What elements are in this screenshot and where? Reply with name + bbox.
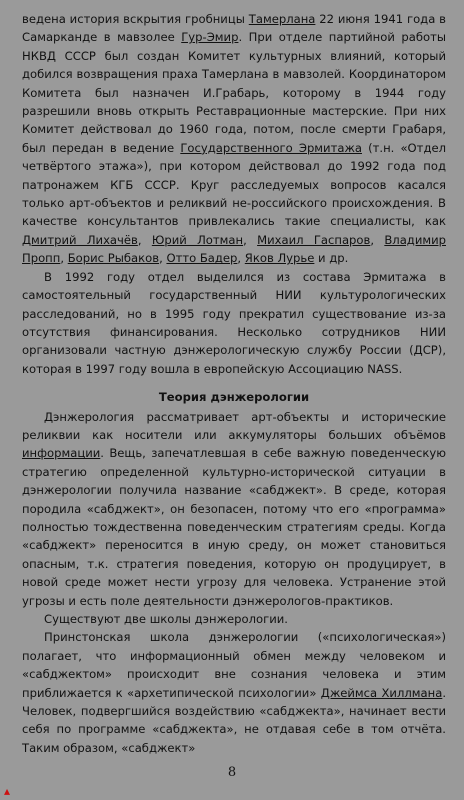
text-run: , <box>137 232 152 247</box>
paragraph-institute <box>22 268 446 378</box>
paragraph-theory <box>22 408 446 610</box>
text-run: Принстонская школа дэнжерологии («психологическая») полагает, что информационный обмен между человеком и «сабджектом» происходит вне сознания человека и этим приближается к «архетипической психологии» <box>22 630 446 700</box>
hyperlink[interactable]: информации <box>22 446 101 461</box>
paragraph-princeton-school <box>22 628 446 757</box>
text-run: , <box>370 232 385 247</box>
text-run: . Вещь, запечатлевшая в себе важную поведенческую стратегию определенной культурно-исторической ситуации в дэнжерологии получила название «сабджект». В среде, которая породила «сабджект», он безопасен, потому что его «программа» полностью тождественна поведенческим стратегиям среды. Когда «сабджект» переносится в иную среду, он может становиться опасным, т.к. стратегия поведения, которую он продуцирует, в новой среде может нести угрозу для человека. Устранение этой угрозы и есть поле деятельности дэнжерологов-практиков. <box>22 446 446 608</box>
hyperlink[interactable]: Дмитрий Лихачёв <box>22 232 138 247</box>
hyperlink[interactable]: Юрий Лотман <box>151 232 244 247</box>
page-number: 8 <box>227 765 237 780</box>
text-run: и др. <box>314 251 349 266</box>
text-run: Дэнжерология рассматривает арт-объекты и исторические реликвии как носители или аккумуляторы больших объёмов <box>22 409 446 442</box>
hyperlink[interactable]: Государственного Эрмитажа <box>180 140 362 155</box>
scan-corner-mark-icon: ▴ <box>4 784 11 798</box>
text-run: ведена история вскрытия гробницы <box>22 12 249 26</box>
text-run: 22 июня 1941 года в Самарканде в мавзолее <box>22 12 446 45</box>
hyperlink[interactable]: Гур-Эмир <box>181 30 239 45</box>
hyperlink[interactable]: Михаил Гаспаров <box>257 232 371 247</box>
text-run: Существуют две школы дэнжерологии. <box>44 612 288 626</box>
hyperlink[interactable]: Борис Рыбаков <box>67 251 160 266</box>
paragraph-two-schools <box>22 610 446 628</box>
text-run: , <box>60 251 68 266</box>
hyperlink[interactable]: Яков Лурье <box>244 251 315 266</box>
text-run: (т.н. «Отдел четвёртого этажа»), при котором действовал до 1992 года под патронажем КГБ СССР. Круг расследуемых вопросов касался только арт-объектов и реликвий не-российского происхождения. В качестве консультантов привлекались такие специалисты, как <box>22 140 447 229</box>
text-run: , <box>159 251 167 266</box>
text-run: . При отделе партийной работы НКВД СССР был создан Комитет культурных влияний, который добился возвращения праха Тамерлана в мавзолей. Координатором Комитета был назначен И.Грабарь, которому в 1944 году разрешили вновь открыть Реставрационные мастерские. При них Комитет действовал до 1960 года, потом, после смерти Грабаря, был передан в ведение <box>22 30 446 155</box>
text-run: В 1992 году отдел выделился из состава Эрмитажа в самостоятельный государственный НИИ культурологических расследований, но в 1995 году прекратил существование из-за отсутствия финансирования. Несколько сотрудников НИИ организовали частную дэнжерологическую службу России (ДСР), которая в 1997 году вошла в европейскую Ассоциацию NASS. <box>22 269 446 376</box>
paragraph-history <box>22 10 446 268</box>
hyperlink[interactable]: Тамерлана <box>248 12 316 26</box>
section-heading: Теория дэнжерологии <box>158 390 310 405</box>
text-run: . Человек, подвергшийся воздействию «сабджекта», начинает вести себя по программе «сабджекта», не отдавая себе в том отчёта. Таким образом, «сабджект» <box>22 685 446 755</box>
hyperlink[interactable]: Владимир Пропп <box>22 232 446 266</box>
hyperlink[interactable]: Джеймса Хиллмана <box>320 685 443 700</box>
page-body <box>22 10 446 757</box>
text-run: , <box>243 232 258 247</box>
hyperlink[interactable]: Отто Бадер <box>166 251 238 266</box>
text-run: , <box>237 251 245 266</box>
